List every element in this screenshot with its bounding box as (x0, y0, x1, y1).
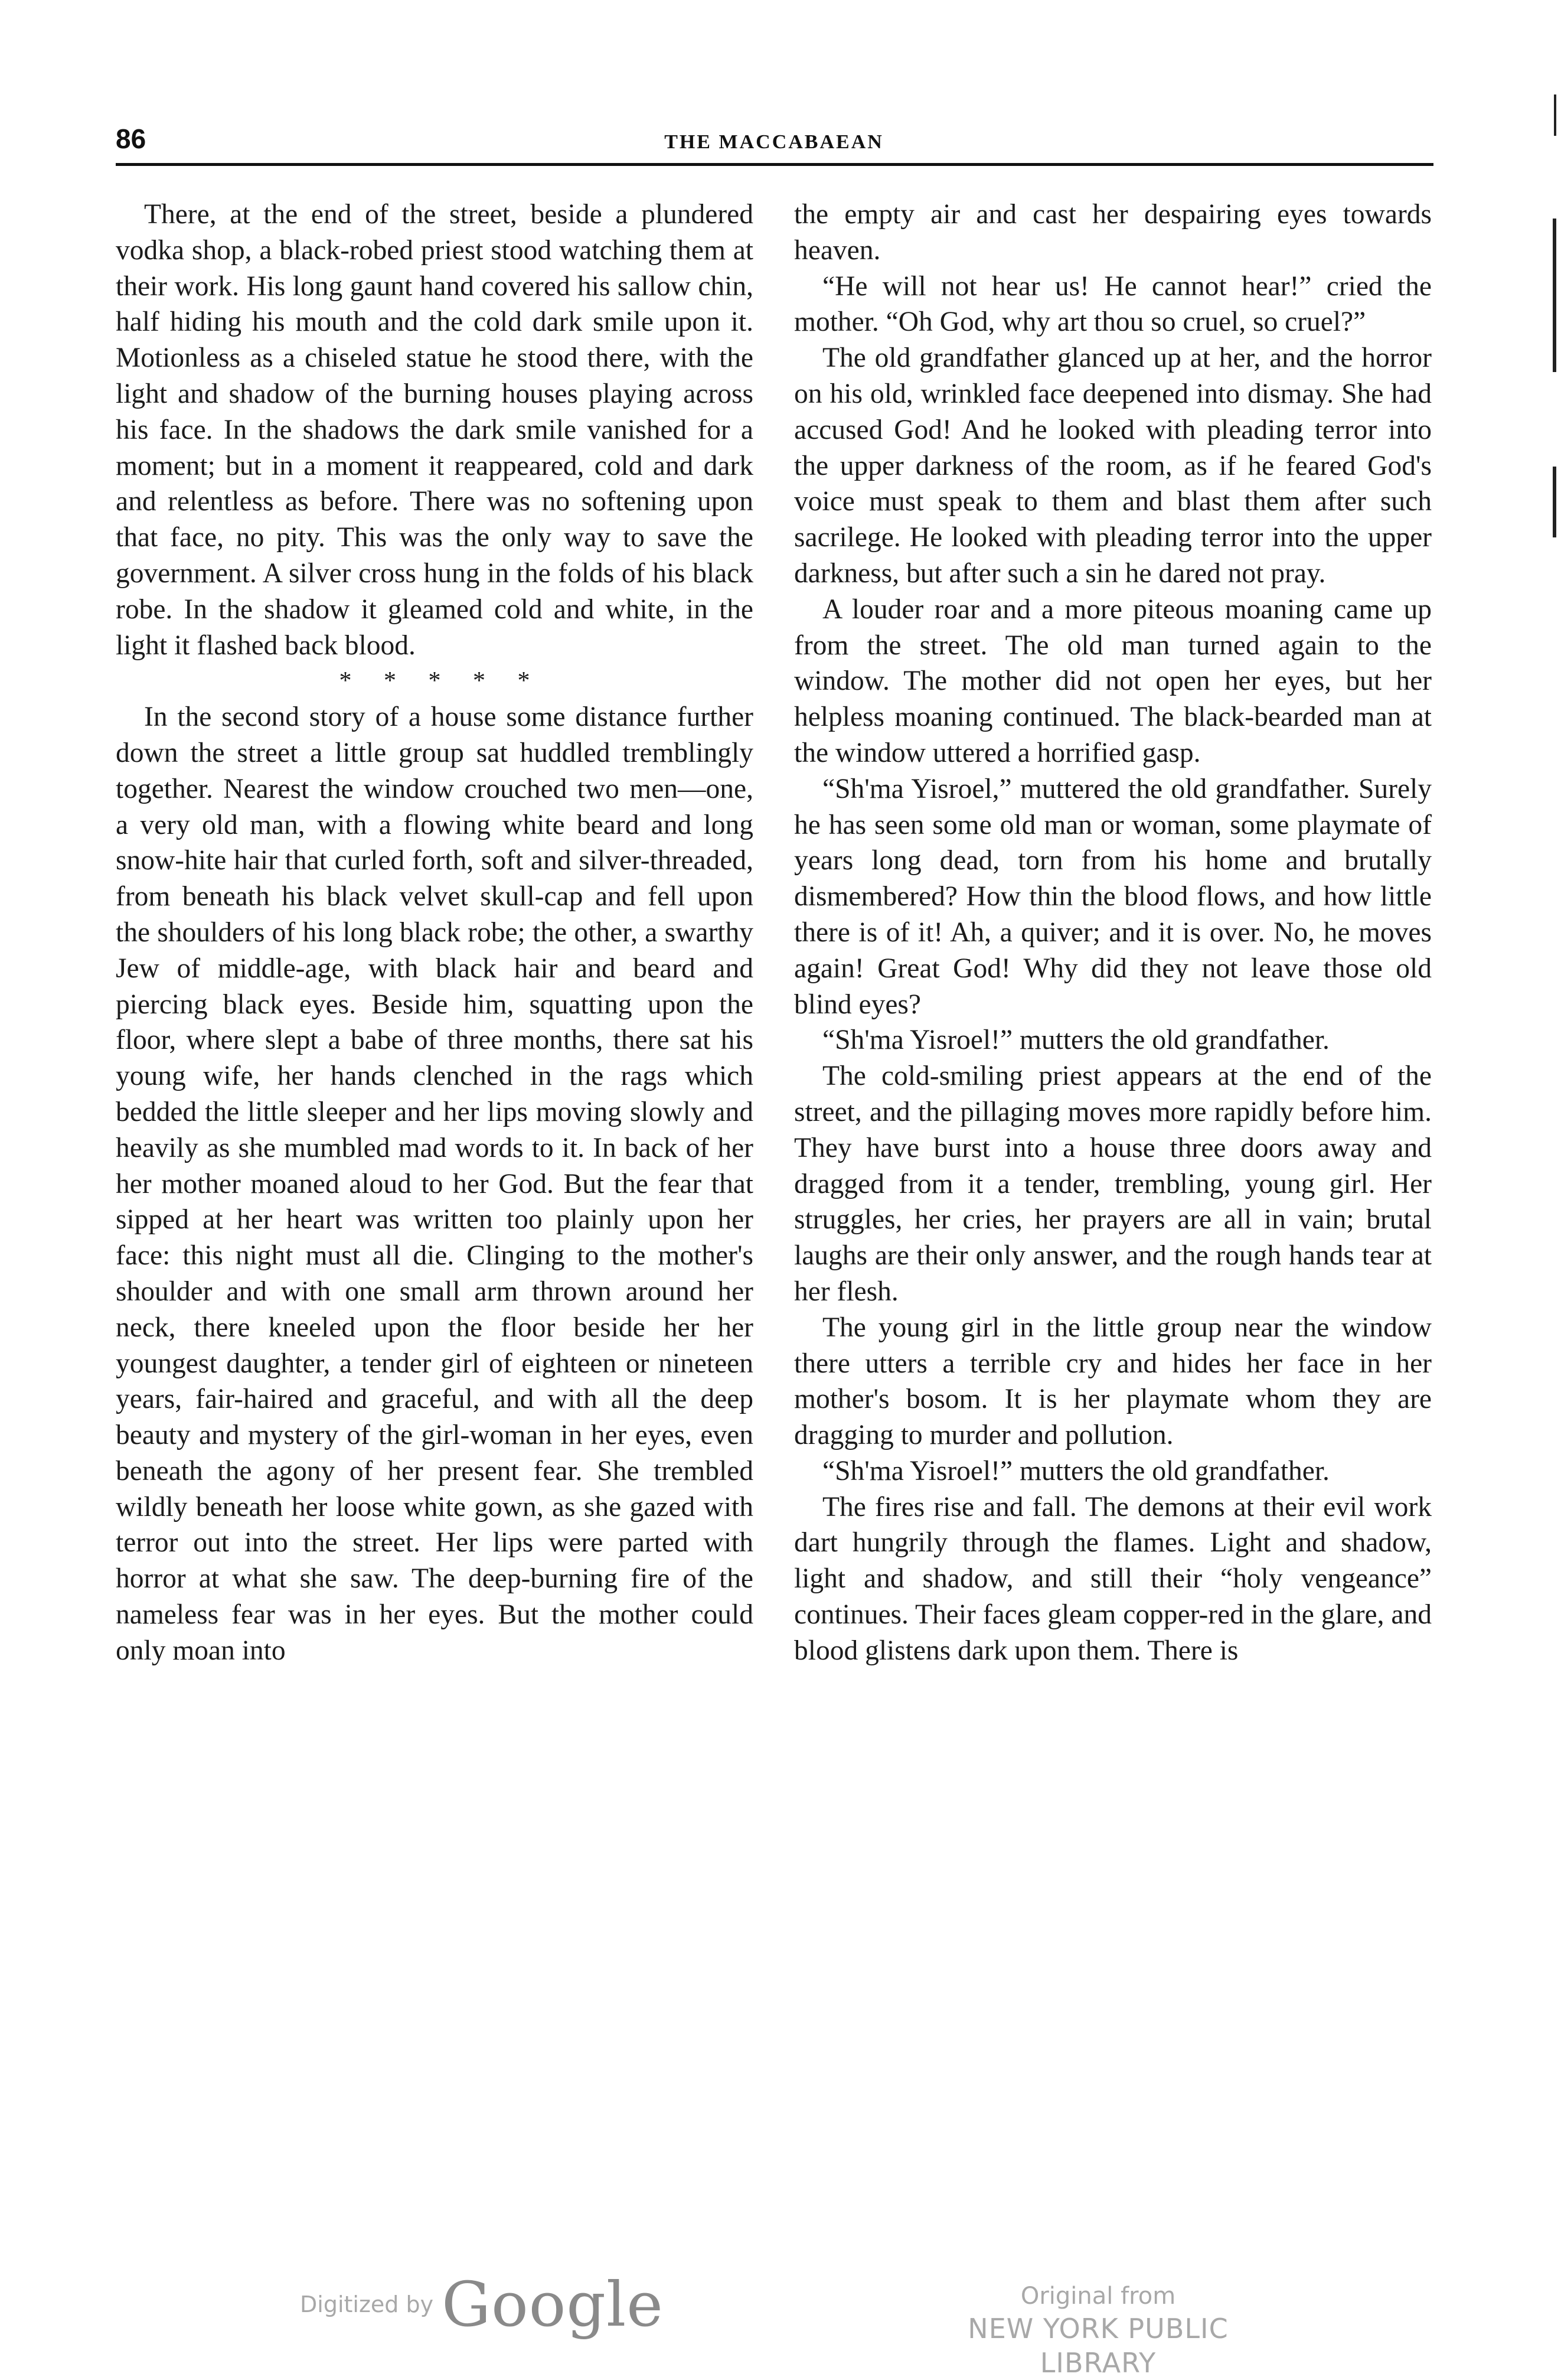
running-title: THE MACCABAEAN (664, 131, 884, 153)
paragraph: “Sh'ma Yisroel,” muttered the old grandfather. Surely he has seen some old man or woman, some playmate of years long dead, torn from his home and brutally dismembered? How thin the blood flows, and how little there is of it! Ah, a quiver; and it is over. No, he moves again! Great God! Why did they not leave those old blind eyes? (794, 773, 1432, 1020)
header-rule (116, 163, 1433, 166)
scan-edge-mark (1553, 467, 1556, 537)
digitized-label: Digitized by (300, 2291, 434, 2317)
paragraph: A louder roar and a more piteous moaning came up from the street. The old man turned again to the window. The mother did not open her eyes, but her helpless moaning continued. The black-bearded man at the window uttered a horrified gasp. (794, 594, 1432, 768)
paragraph: There, at the end of the street, beside a plundered vodka shop, a black-robed priest stood watching them at their work. His long gaunt hand covered his sallow chin, half hiding his mouth and the cold dark smile upon it. Motionless as a chiseled statue he stood there, with the light and shadow of the burning houses playing across his face. In the shadows the dark smile vanished for a moment; but in a moment it reappeared, cold and dark and relentless as before. There was no softening upon that face, no pity. This was the only way to save the government. A silver cross hung in the folds of his black robe. In the shadow it gleamed cold and white, in the light it flashed back blood. (116, 199, 753, 661)
scan-edge-mark (1553, 219, 1556, 372)
library-watermark (909, 2281, 1287, 2380)
digitized-by-watermark (300, 2269, 664, 2340)
scan-edge-mark (1554, 94, 1556, 136)
left-column (116, 197, 753, 1669)
section-separator: * * * * * (339, 667, 543, 695)
original-from-label: Original from (1020, 2283, 1176, 2310)
page-number: 86 (116, 123, 146, 154)
paragraph: “Sh'ma Yisroel!” mutters the old grandfather. (822, 1025, 1330, 1056)
page-header (116, 123, 1432, 164)
paragraph: “He will not hear us! He cannot hear!” cried the mother. “Oh God, why art thou so cruel, so cruel?” (794, 270, 1432, 338)
right-column (794, 197, 1432, 1669)
paragraph: The old grandfather glanced up at her, and the horror on his old, wrinkled face deepened into dismay. She had accused God! And he looked with pleading terror into the upper darkness of the room, as if he feared God's voice must speak to them and blast them after such sacrilege. He looked with pleading terror into the upper darkness, but after such a sin he dared not pray. (794, 343, 1432, 589)
paragraph: In the second story of a house some distance further down the street a little group sat huddled tremblingly together. Nearest the window crouched two men—one, a very old man, with a flowing white beard and long snow-hite hair that curled forth, soft and silver-threaded, from beneath his black velvet skull-cap and fell upon the shoulders of his long black robe; the other, a swarthy Jew of middle-age, with black hair and beard and piercing black eyes. Beside him, squatting upon the floor, where slept a babe of three months, there sat his young wife, her hands clenched in the rags which bedded the little sleeper and her lips moving slowly and heavily as she mumbled mad words to it. In back of her her mother moaned aloud to her God. But the fear that sipped at her heart was written too plainly upon her face: this night must all die. Clinging to the mother's shoulder and with one small arm thrown around her neck, there kneeled upon the floor beside her her youngest daughter, a tender girl of eighteen or nineteen years, fair-haired and graceful, and with all the deep beauty and mystery of the girl-woman in her eyes, even beneath the agony of her present fear. She trembled wildly beneath her loose white gown, as she gazed with terror out into the street. Her lips were parted with horror at what she saw. The deep-burning fire of the nameless fear was in her eyes. But the mother could only moan into (116, 702, 753, 1666)
paragraph: “Sh'ma Yisroel!” mutters the old grandfather. (822, 1455, 1330, 1486)
library-name: NEW YORK PUBLIC LIBRARY (968, 2313, 1229, 2379)
paragraph: the empty air and cast her despairing eyes towards heaven. (794, 199, 1432, 266)
paragraph: The fires rise and fall. The demons at their evil work dart hungrily through the flames. Light and shadow, light and shadow, and still their “holy vengeance” continues. Their faces gleam copper-red in the glare, and blood glistens dark upon them. There is (794, 1491, 1432, 1666)
paragraph: The young girl in the little group near the window there utters a terrible cry and hides her face in her mother's bosom. It is her playmate whom they are dragging to murder and pollution. (794, 1312, 1432, 1451)
paragraph: The cold-smiling priest appears at the end of the street, and the pillaging moves more rapidly before him. They have burst into a house three doors away and dragged from it a tender, trembling, young girl. Her struggles, her cries, her prayers are all in vain; brutal laughs are their only answer, and the rough hands tear at her flesh. (794, 1061, 1432, 1307)
google-logo: Google (442, 2268, 664, 2340)
